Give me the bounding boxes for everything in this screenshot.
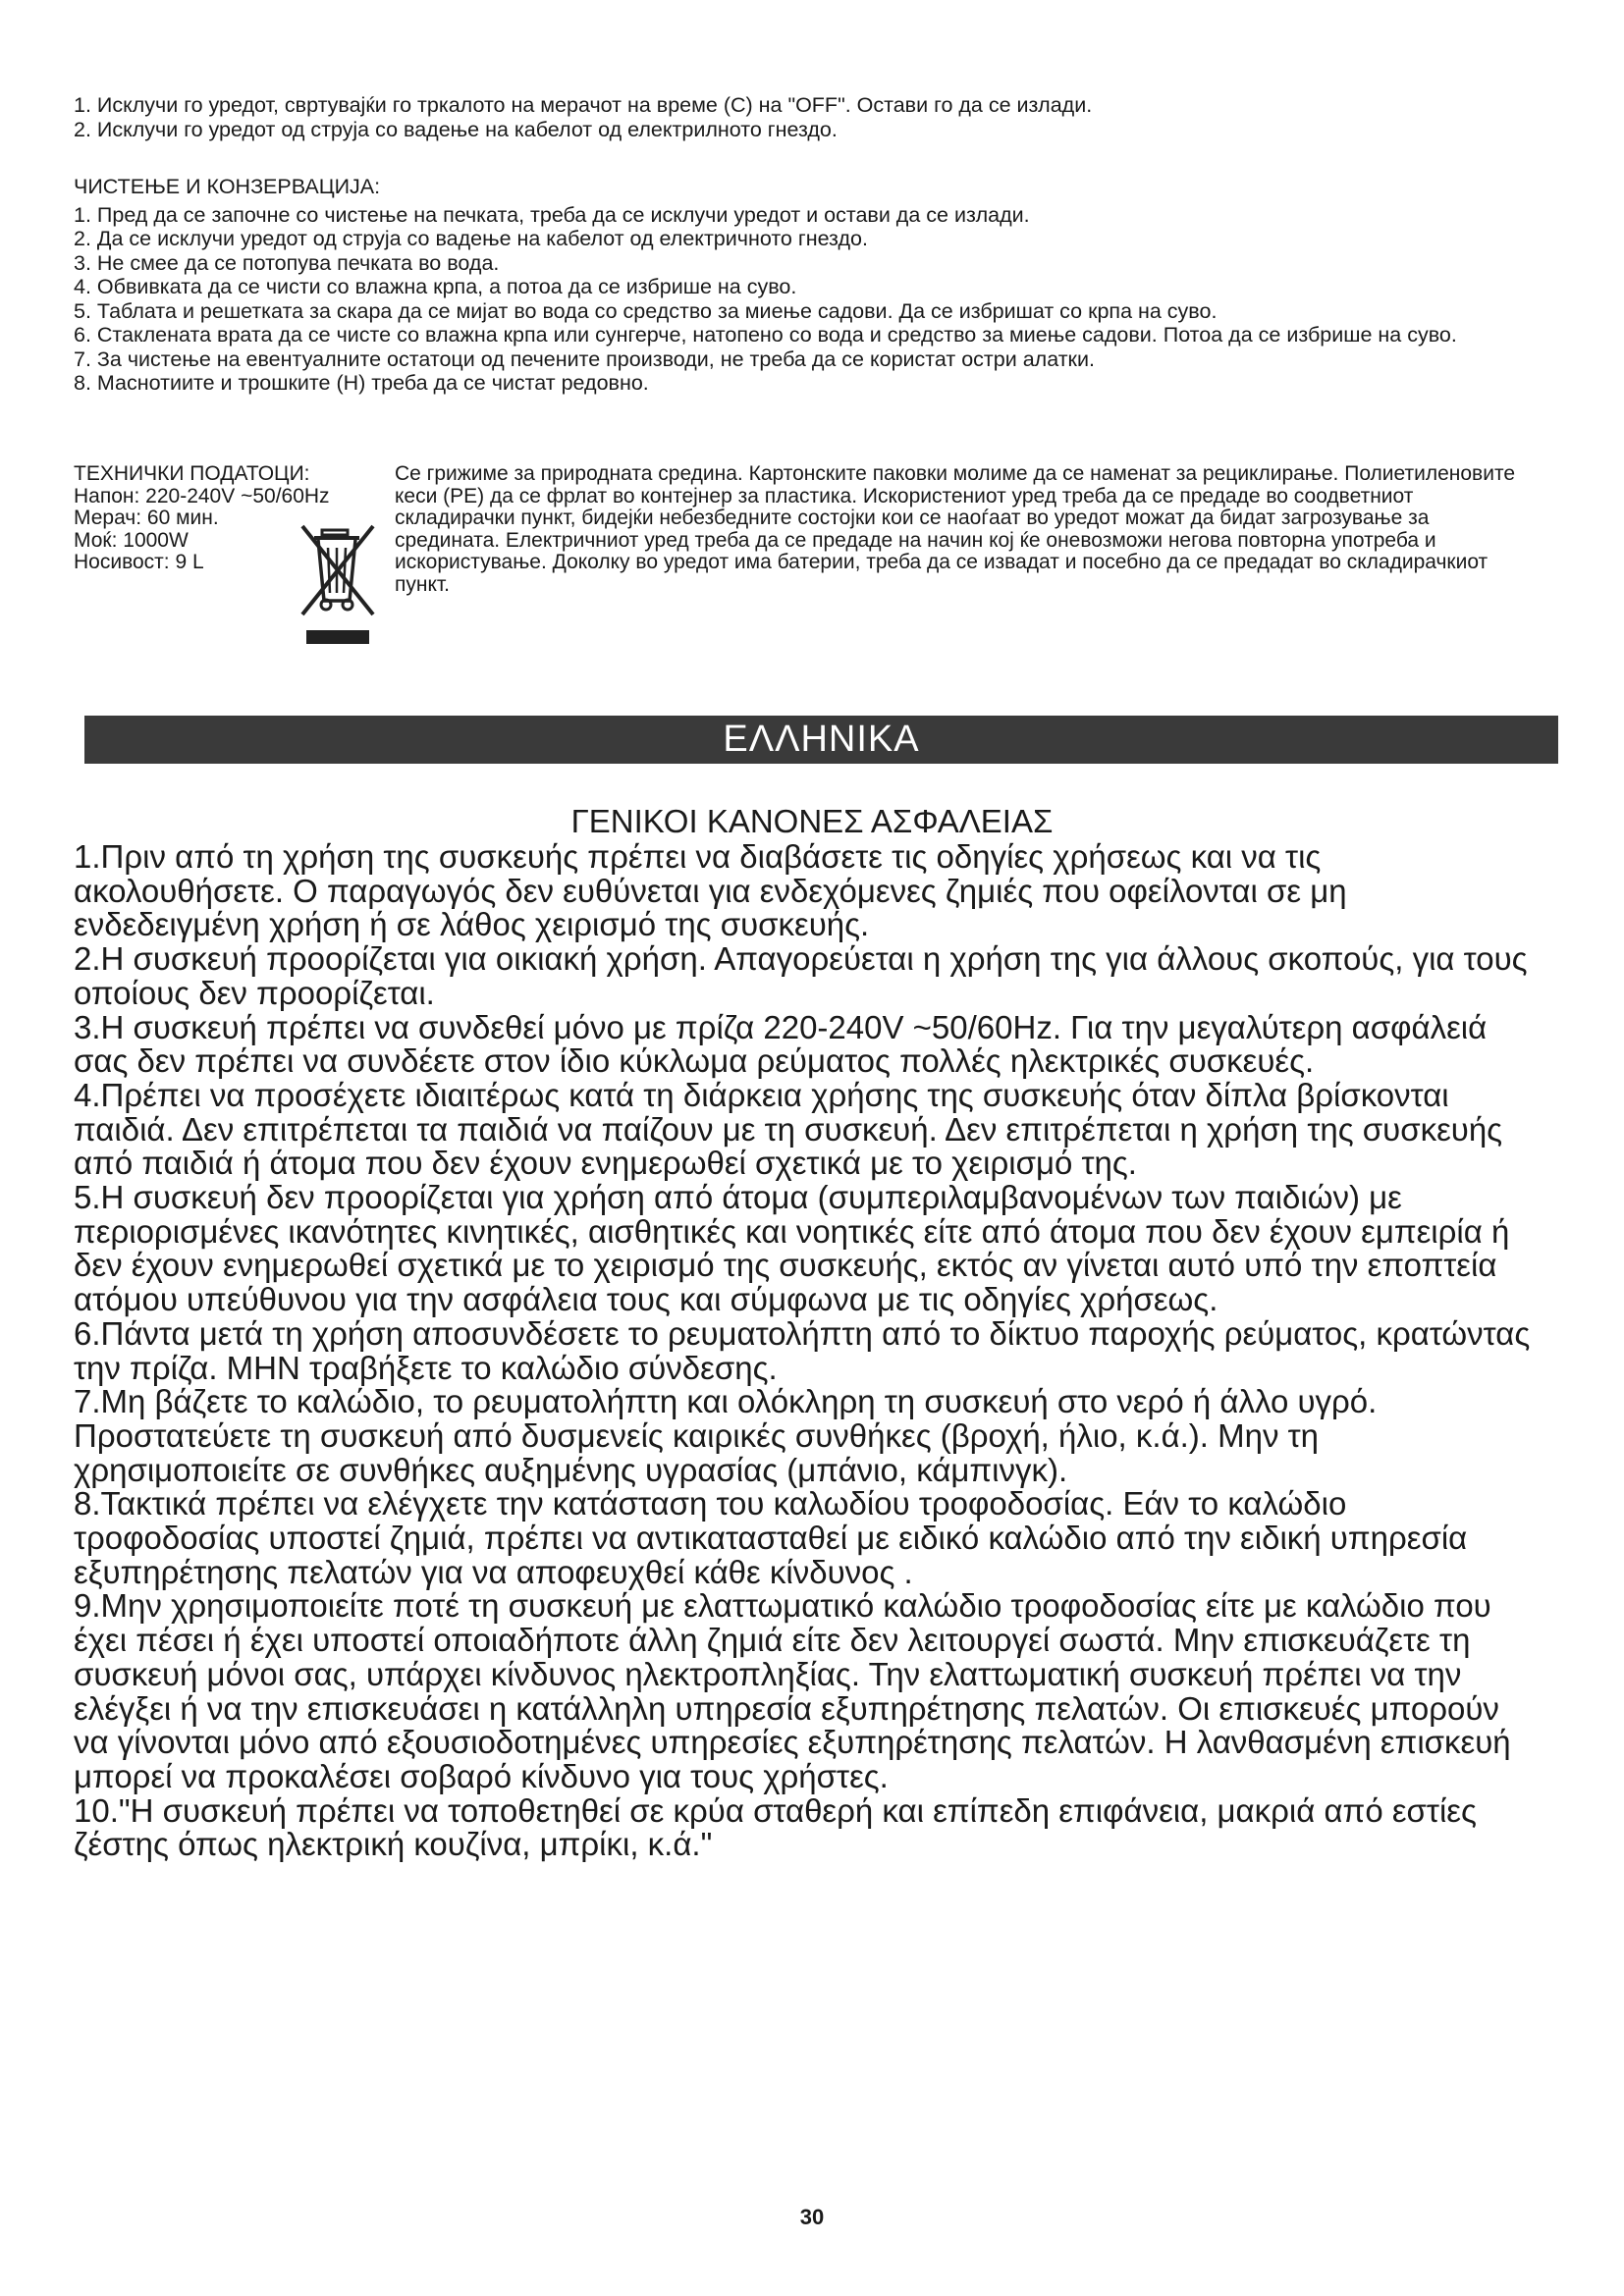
tech-heading: ТЕХНИЧКИ ПОДАТОЦИ: <box>74 462 310 485</box>
list-item: 5. Таблата и решетката за скара да се мијат во вода со средство за миење садови. Да се избришат со крпа на суво. <box>74 298 1218 323</box>
list-item: 2. Исклучи го уредот од струја со вадење на кабелот од електрилното гнездо. <box>74 117 838 141</box>
list-item: 2. Да се исклучи уредот од струја со вадење на кабелот од електричното гнездо. <box>74 227 868 250</box>
weee-crossed-bin-icon <box>300 520 379 648</box>
safety-rules <box>74 840 1537 1862</box>
list-item: 7. За чистење на евентуалните остатоци од печените производи, не треба да се користат остри алатки. <box>74 347 1095 371</box>
list-item: 1. Пред да се започне со чистење на печката, треба да се исклучи уредот и остави да се излади. <box>74 202 1030 227</box>
cleaning-section <box>74 175 1527 396</box>
safety-rule: 6.Πάντα μετά τη χρήση αποσυνδέσετε το ρευματολήπτη από το δίκτυο παροχής ρεύματος, κρατώντας την πρίζα. ΜΗΝ τραβήξετε το καλώδιο σύνδεσης. <box>74 1314 1531 1386</box>
list-item: 6. Стаклената врата да се чисте со влажна крпа или сунгерче, натопено со вода и средство за миење садови. Потоа да се избрише на суво. <box>74 323 1457 347</box>
unplug-instructions <box>74 93 1527 141</box>
tech-voltage: Напон: 220-240V ~50/60Hz <box>74 484 330 507</box>
safety-rule: 5.Η συσκευή δεν προορίζεται για χρήση από άτομα (συμπεριλαμβανομένων των παιδιών) με περιορισμένες ικανότητες κινητικές, αισθητικές και νοητικές είτε από άτομα που δεν έχουν εμπειρία ή δεν έχουν ενημερωθεί σχετικά με το χειρισμό της συσκευής, εκτός αν γίνεται αυτό υπό την εποπτεία ατόμου υπεύθυνου για την ασφάλεια τους και σύμφωνα με τις οδηγίες χρήσεως. <box>74 1179 1510 1318</box>
tech-capacity: Носивост: 9 L <box>74 551 204 573</box>
safety-rule: 2.Η συσκευή προορίζεται για οικιακή χρήση. Απαγορεύεται η χρήση της για άλλους σκοπούς, για τους οποίους δεν προορίζεται. <box>74 940 1528 1011</box>
safety-rule: 3.Η συσκευή πρέπει να συνδεθεί μόνο με πρίζα 220-240V ~50/60Hz. Για την μεγαλύτερη ασφάλειά σας δεν πρέπει να συνδέετε στον ίδιο κύκλωμα ρεύματος πολλές ηλεκτρικές συσκευές. <box>74 1008 1488 1080</box>
safety-rule: 8.Τακτικά πρέπει να ελέγχετε την κατάσταση του καλωδίου τροφοδοσίας. Εάν το καλώδιο τροφοδοσίας υποστεί ζημιά, πρέπει να αντικατασταθεί με ειδικό καλώδιο από την ειδική υπηρεσία εξυπηρέτησης πελατών για να αποφευχθεί κάθε κίνδυνος . <box>74 1485 1468 1590</box>
list-item: 4. Обвивката да се чисти со влажна крпа, а потоа да се избрише на суво. <box>74 275 797 298</box>
tech-power: Моќ: 1000W <box>74 528 189 552</box>
safety-rule: 1.Πριν από τη χρήση της συσκευής πρέπει να διαβάσετε τις οδηγίες χρήσεως και να τις ακολουθήσετε. Ο παραγωγός δεν ευθύνεται για ενδεχόμενες ζημιές που οφείλονται σε μη ενδεδειγμένη χρήση ή σε λάθος χειρισμό της συσκευής. <box>74 838 1347 943</box>
safety-rule: 4.Πρέπει να προσέχετε ιδιαιτέρως κατά τη διάρκεια χρήσης της συσκευής όταν δίπλα βρίσκονται παιδιά. Δεν επιτρέπεται τα παιδιά να παίζουν με τη συσκευή. Δεν επιτρέπεται η χρήση της συσκευής από παιδιά ή άτομα που δεν έχουν ενημερωθεί σχετικά με το χειρισμό της. <box>74 1076 1503 1182</box>
environment-notice: Се грижиме за природната средина. Картонските паковки молиме да се наменат за рециклирање. Полиетиленовите кеси (PE) да се фрлат во контејнер за пластика. Искористениот уред треба да се предаде во соодветниот складирачки пункт, бидејќи небезбедните состојки кои се наоѓаат во уредот можат да бидат загрозување за средината. Електричниот уред треба да се предаде на начин кој ќе оневозможи негова повторна употреба и искористување. Доколку во уредот има батерии, треба да се извадат и посебно да се предадат во складирачкиот пункт. <box>395 462 1516 596</box>
list-item: 1. Исклучи го уредот, свртувајќи го тркалото на мерачот на време (C) на "OFF". Остави го да се излади. <box>74 93 1093 117</box>
safety-rule: 9.Μην χρησιμοποιείτε ποτέ τη συσκευή με ελαττωματικό καλώδιο τροφοδοσίας είτε με καλώδιο που έχει πέσει ή έχει υποστεί οποιαδήποτε άλλη ζημιά είτε δεν λειτουργεί σωστά. Μην επισκευάζετε τη συσκευή μόνοι σας, υπάρχει κίνδυνος ηλεκτροπληξίας. Την ελαττωματική συσκευή πρέπει να την ελέγξει ή να την επισκευάσει η κατάλληλη υπηρεσία εξυπηρέτησης πελατών. Οι επισκευές μπορούν να γίνονται μόνο από εξουσιοδοτημένες υπηρεσίες εξυπηρέτησης πελατών. Η λανθασμένη επισκευή μπορεί να προκαλέσει σοβαρό κίνδυνο για τους χρήστες. <box>74 1587 1511 1794</box>
list-item: 3. Не смее да се потопува печката во вода. <box>74 250 500 275</box>
list-item: 8. Маснотиите и трошките (H) треба да се чистат редовно. <box>74 371 649 395</box>
language-section-header: ΕΛΛΗΝΙΚΑ <box>84 716 1558 764</box>
page-number: 30 <box>799 2205 825 2229</box>
safety-rule: 10."Η συσκευή πρέπει να τοποθετηθεί σε κρύα σταθερή και επίπεδη επιφάνεια, μακριά από εστίες ζέστης όπως ηλεκτρική κουζίνα, μπρίκι, κ.ά." <box>74 1791 1477 1863</box>
safety-rules-title: ΓΕΝΙΚΟΙ ΚΑΝΟΝΕΣ ΑΣΦΑΛΕΙΑΣ <box>570 803 1054 839</box>
tech-timer: Мерач: 60 мин. <box>74 507 219 529</box>
safety-rule: 7.Μη βάζετε το καλώδιο, το ρευματολήπτη και ολόκληρη τη συσκευή στο νερό ή άλλο υγρό. Προστατεύετε τη συσκευή από δυσμενείς καιρικές συνθήκες (βροχή, ήλιο, κ.ά.). Μην τη χρησιμοποιείτε σε συνθήκες αυξημένης υγρασίας (μπάνιο, κάμπινγκ). <box>74 1383 1378 1488</box>
cleaning-heading: ЧИСТЕЊЕ И КОНЗЕРВАЦИЈА: <box>74 175 381 198</box>
